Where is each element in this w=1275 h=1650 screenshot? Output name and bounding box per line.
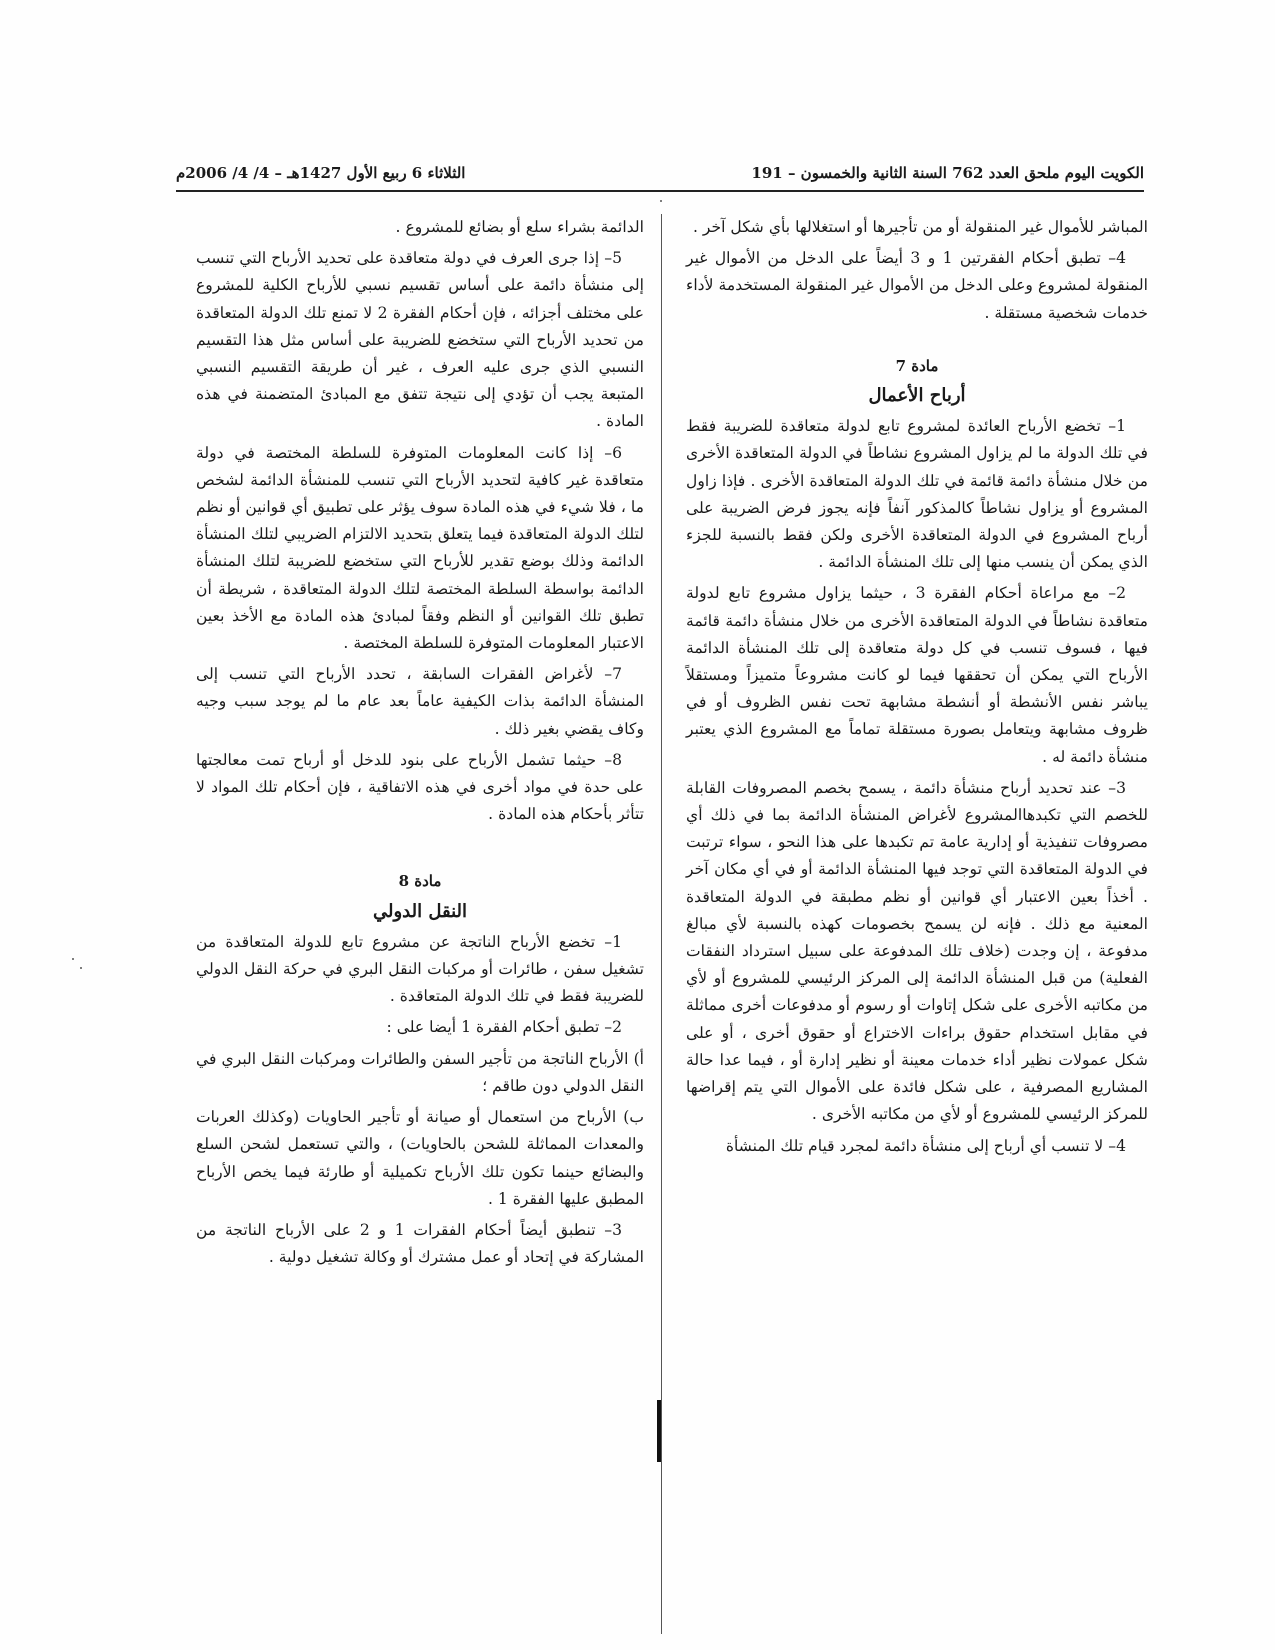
- paragraph: أ) الأرباح الناتجة من تأجير السفن والطائرات ومركبات النقل البري في النقل الدولي دون طاقم ؛: [196, 1049, 644, 1095]
- paragraph: الدائمة بشراء سلع أو بضائع للمشروع .: [395, 218, 644, 236]
- paragraph: 3– عند تحديد أرباح منشأة دائمة ، يسمح بخصم المصروفات القابلة للخصم التي تكبدهاالمشروع لأغراض المنشأة الدائمة بما في ذلك أي مصروفات تنفيذية أو إدارية عامة تم تكبدها على هذا النحو ، سواء ترتبت في الدولة المتعاقدة التي توجد فيها المنشأة الدائمة أو في أي مكان آخر . أخذاً بعين الاعتبار أي قوانين أو نظم مطبقة في الدولة المتعاقدة المعنية مع ذلك . فإنه لن يسمح بخصومات كهذه بالنسبة لأي مبالغ مدفوعة ، إن وجدت (خلاف تلك المدفوعة على سبيل استرداد النفقات الفعلية) من قبل المنشأة الدائمة إلى المركز الرئيسي للمشروع أو لأي من مكاتبه الأخرى على شكل إتاوات أو رسوم أو مدفوعات أخرى مماثلة في مقابل استخدام حقوق براءات الاختراع أو حقوق أخرى ، أو على شكل عمولات نظير أداء خدمات معينة أو نظير إدارة أو ، فيما عدا حالة المشاريع المصرفية ، على شكل فائدة على الأموال التي يتم إقراضها للمركز الرئيسي للمشروع أو لأي من مكاتبه الأخرى .: [686, 778, 1148, 1124]
- paragraph: 2– تطبق أحكام الفقرة 1 أيضا على :: [386, 1018, 622, 1037]
- paragraph: المباشر للأموال غير المنقولة أو من تأجيرها أو استغلالها بأي شكل آخر .: [692, 218, 1148, 236]
- scan-speck: [660, 200, 662, 202]
- page-header: [176, 160, 1144, 186]
- header-rule: [176, 190, 1144, 192]
- paragraph: 5– إذا جرى العرف في دولة متعاقدة على تحديد الأرباح التي تنسب إلى منشأة دائمة على أساس تقسيم نسبي للأرباح الكلية للمشروع على مختلف أجزائه ، فإن أحكام الفقرة 2 لا تمنع تلك الدولة المتعاقدة من تحديد الأرباح التي ستخضع للضريبة على أساس مثل هذا التقسيم النسبي الذي جرى عليه العرف ، غير أن طريقة التقسيم النسبي المتبعة يجب أن تؤدي إلى نتيجة تتفق مع المبادئ المتضمنة في هذه المادة .: [196, 249, 645, 431]
- column-divider: [661, 214, 662, 1634]
- scan-speck: [72, 958, 74, 960]
- paragraph: 1– تخضع الأرباح العائدة لمشروع تابع لدولة متعاقدة للضريبة فقط في تلك الدولة ما لم يزاول المشروع نشاطاً في الدولة المتعاقدة الأخرى من خلال منشأة دائمة قائمة في تلك الدولة المتعاقدة الأخرى . فإذا زاول المشروع أو يزاول نشاطاً كالمذكور آنفاً فإنه يجوز فرض الضريبة على أرباح المشروع في الدولة المتعاقدة الأخرى ولكن فقط بالنسبة للجزء الذي يمكن أن ينسب منها إلى تلك المنشأة الدائمة .: [686, 417, 1148, 572]
- paragraph: 8– حيثما تشمل الأرباح على بنود للدخل أو أرباح تمت معالجتها على حدة في مواد أخرى في هذه الاتفاقية ، فإن أحكام تلك المواد لا تتأثر بأحكام هذه المادة .: [196, 750, 644, 824]
- paragraph: ب) الأرباح من استعمال أو صيانة أو تأجير الحاويات (وكذلك العربات والمعدات المماثلة للشحن بالحاويات) ، والتي تستعمل لشحن السلع والبضائع حينما تكون تلك الأرباح تكميلية أو طارئة فيما يخص الأرباح المطبق عليها الفقرة 1 .: [196, 1108, 644, 1208]
- paragraph: 2– مع مراعاة أحكام الفقرة 3 ، حيثما يزاول مشروع تابع لدولة متعاقدة نشاطاً في الدولة المتعاقدة الأخرى من خلال منشأة دائمة قائمة فيها ، فسوف تنسب في كل دولة متعاقدة إلى تلك المنشأة الدائمة الأرباح التي يمكن أن تحققها فيما لو كانت مشروعاً متميزاً ومستقلاً يباشر نفس الأنشطة أو أنشطة مشابهة تحت نفس الظروف أو في ظروف مشابهة ويتعامل بصورة مستقلة تماماً مع المشروع الذي يعتبر منشأة دائمة له .: [686, 584, 1148, 766]
- paragraph: 6– إذا كانت المعلومات المتوفرة للسلطة المختصة في دولة متعاقدة غير كافية لتحديد الأرباح التي تنسب للمنشأة الدائمة لشخص ما ، فلا شيء في هذه المادة سوف يؤثر على تطبيق أي قوانين أو نظم لتلك الدولة المتعاقدة فيما يتعلق بتحديد الالتزام الضريبي لتلك المنشأة الدائمة وذلك بوضع تقدير للأرباح التي ستخضع للضريبة لتلك المنشأة الدائمة بواسطة السلطة المختصة لتلك الدولة المتعاقدة ، شريطة أن تطبق تلك القوانين أو النظم وفقاً لمبادئ هذه المادة مع الأخذ بعين الاعتبار المعلومات المتوفرة للسلطة المختصة .: [196, 443, 644, 653]
- paragraph: 1– تخضع الأرباح الناتجة عن مشروع تابع للدولة المتعاقدة من تشغيل سفن ، طائرات أو مركبات النقل البري في حركة النقل الدولي للضريبة فقط في تلك الدولة المتعاقدة .: [196, 932, 644, 1006]
- article-title: أرباح الأعمال: [868, 385, 966, 407]
- article-number: مادة 8: [398, 872, 442, 891]
- paragraph: 3– تنطبق أيضاً أحكام الفقرات 1 و 2 على الأرباح الناتجة من المشاركة في إتحاد أو عمل مشترك أو وكالة تشغيل دولية .: [196, 1220, 644, 1267]
- article-number: مادة 7: [895, 356, 939, 375]
- paragraph: 4– تطبق أحكام الفقرتين 1 و 3 أيضاً على الدخل من الأموال غير المنقولة لمشروع وعلى الدخل من الأموال غير المنقولة المستخدمة لأداء خدمات شخصية مستقلة .: [686, 249, 1148, 322]
- column-divider-mark: [657, 1400, 661, 1462]
- paragraph: 4– لا تنسب أي أرباح إلى منشأة دائمة لمجرد قيام تلك المنشأة: [725, 1136, 1126, 1155]
- header-publication-info: الكويت اليوم ملحق العدد 762 السنة الثانية والخمسون – 191: [751, 164, 1144, 182]
- left-column: [196, 214, 644, 1275]
- header-date: الثلاثاء 6 ربيع الأول 1427هـ – 4/ 4/ 2006م: [176, 164, 466, 182]
- article-title: النقل الدولي: [372, 900, 468, 922]
- right-column: [686, 214, 1148, 1164]
- paragraph: 7– لأغراض الفقرات السابقة ، تحدد الأرباح التي تنسب إلى المنشأة الدائمة بذات الكيفية عاماً بعد عام ما لم يوجد سبب وجيه وكاف يقضي بغير ذلك .: [196, 665, 644, 738]
- scan-speck: [80, 967, 82, 969]
